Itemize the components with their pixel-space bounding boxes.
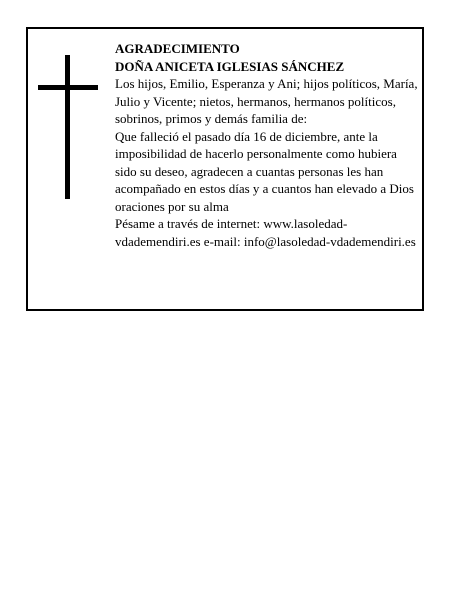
family-line: Los hijos, Emilio, Esperanza y Ani; hijos políticos, María, Julio y Vicente; nietos, hermanos, hermanos políticos, sobrinos, primos y demás familia de: — [115, 76, 418, 126]
deceased-name: DOÑA ANICETA IGLESIAS SÁNCHEZ — [115, 58, 345, 74]
obituary-notice — [26, 27, 424, 311]
cross-vertical-bar — [65, 55, 70, 199]
notice-text — [115, 40, 420, 250]
condolences-line: Pésame a través de internet: www.lasoledad-vdademendiri.es e-mail: info@lasoledad-vdademendiri.es — [115, 216, 416, 249]
cross-icon — [38, 55, 98, 199]
cross-horizontal-bar — [38, 85, 98, 90]
notice-body: Que falleció el pasado día 16 de diciembre, ante la imposibilidad de hacerlo personalmente como hubiera sido su deseo, agradecen a cuantas personas les han acompañado en estos días y a cuantos han elevado a Dios oraciones por su alma — [115, 128, 414, 214]
notice-heading: AGRADECIMIENTO — [115, 41, 240, 56]
